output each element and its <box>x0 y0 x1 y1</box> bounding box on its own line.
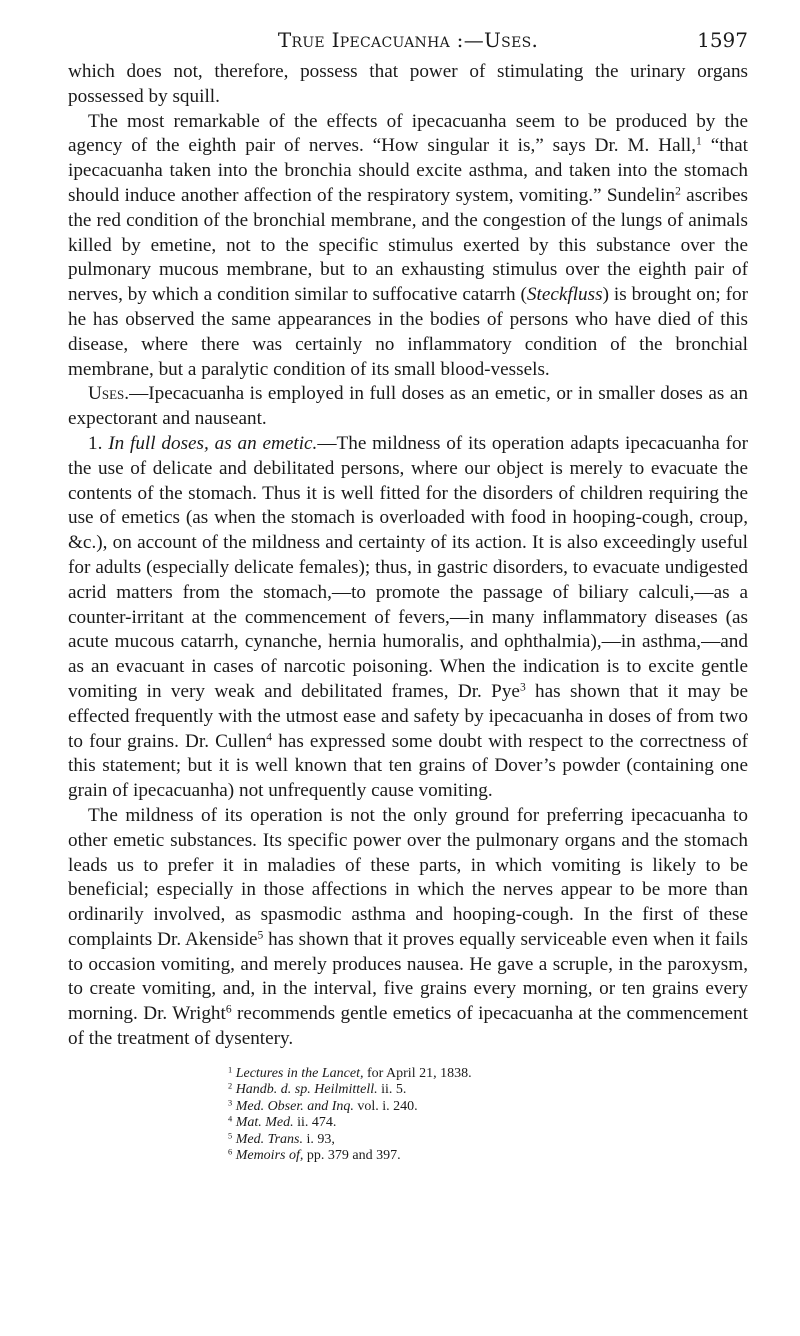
italic-text: Memoirs of, <box>235 1147 304 1163</box>
footnote-ref: 2 <box>675 185 681 198</box>
italic-text: Med. Trans. <box>235 1131 303 1147</box>
section-heading: Uses. <box>88 383 130 405</box>
italic-text: Mat. Med. <box>235 1115 294 1131</box>
footnote <box>228 1082 748 1098</box>
text-run: ascribes the red condition of the bronchial membrane, and the congestion of the lungs of animals killed by emetine, not to the specific stimulus exerted by this substance over the pulmonary mucous membrane, but to an exhausting stimulus over the eighth pair of nerves, by which a condition similar to suffocative catarrh ( <box>68 184 748 306</box>
text-run: has shown that it proves equally serviceable even when it fails to occasion vomiting, and merely produces nausea. He gave a scruple, in the paroxysm, to create vomiting, and, in the interval, five grains every morning, or ten grains every morning. Dr. Wright <box>68 928 749 1025</box>
footnote-number: 5 <box>228 1130 233 1140</box>
paragraph <box>68 110 748 383</box>
text-run: ) is brought on; for he has observed the same appearances in the bodies of persons who have died of this disease, where there was certainly no inflammatory condition of the bronchial membrane, but a paralytic condition of its small blood-vessels. <box>68 284 748 380</box>
text-run: ii. 474. <box>293 1115 337 1131</box>
footnote-ref: 1 <box>696 136 702 149</box>
footnote-ref: 6 <box>225 1003 232 1016</box>
running-header <box>68 28 748 60</box>
paragraph <box>68 382 748 432</box>
text-run: pp. 379 and 397. <box>303 1147 401 1163</box>
paragraph <box>68 432 748 804</box>
footnote <box>228 1132 748 1148</box>
running-title: True Ipecacuanha :—Uses. <box>277 28 539 52</box>
italic-text: In full doses, as an emetic. <box>108 432 318 454</box>
footnote-ref: 5 <box>257 929 264 942</box>
text-run: for April 21, 1838. <box>363 1065 472 1081</box>
italic-text: Handb. d. sp. Heilmittell. <box>235 1082 378 1098</box>
italic-text: Lectures in the Lancet, <box>235 1065 364 1081</box>
text-run: recommends gentle emetics of ipecacuanha at the commencement of the treatment of dysentery. <box>68 1003 748 1050</box>
footnote-number: 6 <box>228 1147 233 1157</box>
footnote <box>228 1066 748 1082</box>
italic-text: Med. Obser. and Inq. <box>235 1098 354 1114</box>
footnote-number: 1 <box>228 1065 233 1075</box>
text-run: vol. i. 240. <box>353 1098 418 1114</box>
footnote <box>228 1148 748 1164</box>
footnote-ref: 4 <box>266 731 273 744</box>
text-run: “that ipecacuanha taken into the bronchia should excite asthma, and taken into the stomach should induce another affection of the respiratory system, vomiting.” Sundelin <box>68 135 748 206</box>
text-run: —Ipecacuanha is employed in full doses as an emetic, or in smaller doses as an expectorant and nauseant. <box>68 383 748 430</box>
footnote <box>228 1115 748 1131</box>
italic-text: Steckfluss <box>526 284 603 306</box>
text-run: 1. <box>88 432 109 454</box>
text-run: has shown that it may be effected frequently with the utmost ease and safety by ipecacuanha in doses of from two to four grains. Dr. Cullen <box>68 680 749 752</box>
body-text <box>68 60 748 1052</box>
footnote-number: 3 <box>228 1098 233 1108</box>
text-run: ii. 5. <box>377 1082 407 1098</box>
paragraph <box>68 60 748 110</box>
footnote-ref: 3 <box>519 681 526 694</box>
text-run: i. 93, <box>302 1131 335 1147</box>
text-run: —The mildness of its operation adapts ipecacuanha for the use of delicate and debilitated persons, where our object is merely to evacuate the contents of the stomach. Thus it is well fitted for the disorders of children requiring the use of emetics (as when the stomach is overloaded with food in hooping-cough, croup, &c.), on account of the mildness and certainty of its action. It is also exceedingly useful for adults (especially delicate females); thus, in gastric disorders, to evacuate undigested acrid matters from the stomach,—to promote the passage of biliary calculi,—as a counter-irritant at the commencement of fevers,—in many inflammatory diseases (as acute mucous catarrh, cynanche, hernia humoralis, and ophthalmia),—in asthma,—and as an evacuant in cases of narcotic poisoning. When the indication is to excite gentle vomiting in very weak and debilitated frames, Dr. Pye <box>68 432 749 702</box>
footnote-number: 4 <box>228 1114 233 1124</box>
text-run: has expressed some doubt with respect to the correctness of this statement; but it is well known that ten grains of Dover’s powder (containing one grain of ipecacuanha) not unfrequently cause vomiting. <box>68 730 748 802</box>
text-run: The mildness of its operation is not the only ground for preferring ipecacuanha to other emetic substances. Its specific power over the pulmonary organs and the stomach leads us to prefer it in maladies of these parts, in which vomiting is likely to be beneficial; especially in those affections in which the nerves appear to be more than ordinarily involved, as spasmodic asthma and hooping-cough. In the first of these complaints Dr. Akenside <box>68 804 748 950</box>
text-run: The most remarkable of the effects of ipecacuanha seem to be produced by the agency of the eighth pair of nerves. “How singular it is,” says Dr. M. Hall, <box>68 110 748 157</box>
footnote-number: 2 <box>228 1081 233 1091</box>
text-run: which does not, therefore, possess that power of stimulating the urinary organs possessed by squill. <box>68 61 748 107</box>
paragraph <box>68 804 748 1052</box>
footnote <box>228 1099 748 1115</box>
footnotes <box>228 1066 748 1164</box>
page-number: 1597 <box>697 28 748 52</box>
